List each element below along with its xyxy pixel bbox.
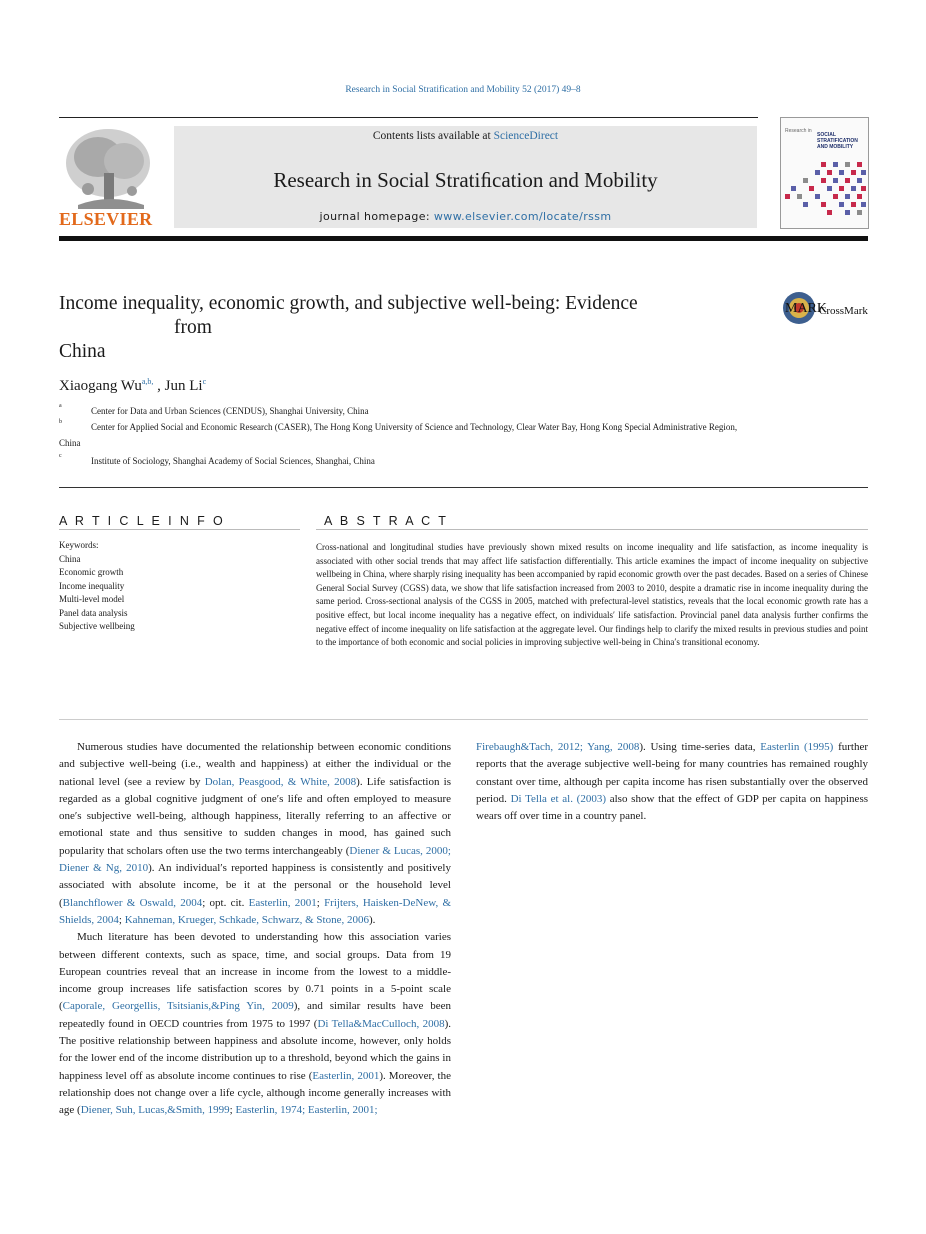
publisher-name: ELSEVIER: [59, 209, 153, 229]
affiliation-mark: b: [59, 419, 62, 425]
journal-reference[interactable]: Research in Social Stratification and Mobility 52 (2017) 49–8: [345, 85, 581, 95]
citation-link[interactable]: Kahneman, Krueger, Schkade, Schwarz, & Stone, 2006: [124, 913, 369, 926]
author-list: [59, 377, 206, 395]
abstract-rule: [316, 529, 868, 530]
body-column-right: [476, 739, 868, 825]
citation-link[interactable]: Frijters, Haisken-DeNew, & Shields, 2004: [59, 896, 452, 926]
citation-link[interactable]: Easterlin, 1974; Easterlin, 2001;: [235, 1104, 378, 1117]
citation-link[interactable]: Di Tella et al. (2003): [510, 792, 607, 805]
keywords-list: [59, 539, 135, 634]
citation-link[interactable]: Blanchflower & Oswald, 2004: [62, 896, 203, 909]
abstract-text: Cross-national and longitudinal studies have previously shown mixed results on income inequality and life satisfaction, as income inequality is associated with other social trends that may affect life satisfaction differentially. This article examines the impact of income inequality on subjective wellbeing in China, where sharply rising inequality has been accompanied by rapid economic growth over the past decades. Based on a series of Chinese General Social Survey (CGSS) data, we show that life satisfaction increased from 2003 to 2010, despite a dramatic rise in income inequality during the same period. Cross-sectional analysis of the CGSS in 2005, matched with prefectural-level statistics, reveals that the local economic growth rate has a positive effect, but local income inequality has a negative effect, on individuals′ life satisfaction. Provincial panel data analysis further confirms the negative effect of income inequality on life satisfaction at the aggregate level. Our findings help to clarify the mixed results in previous studies and point to the importance of both economic and social policies in improving subjective well-being in China′s transitional economy.: [316, 542, 868, 648]
keyword-item: Economic growth: [59, 567, 124, 577]
article-title: [59, 292, 699, 364]
sciencedirect-link[interactable]: ScienceDirect: [493, 130, 559, 142]
affiliation-mark: c: [59, 453, 62, 459]
contents-prefix: Contents lists available at: [372, 130, 494, 142]
citation-link[interactable]: Firebaugh&Tach, 2012; Yang, 2008: [476, 741, 640, 753]
affiliation-text: Institute of Sociology, Shanghai Academy of Social Sciences, Shanghai, China: [91, 456, 375, 466]
keyword-item: Income inequality: [59, 580, 125, 591]
citation-link[interactable]: Diener & Lucas, 2000; Diener & Ng, 2010: [59, 844, 451, 875]
crossmark-badge[interactable]: [781, 290, 871, 326]
title-line-2: from: [174, 317, 212, 338]
keyword-item: Subjective wellbeing: [59, 621, 135, 631]
journal-cover-thumbnail: [780, 117, 869, 229]
journal-header-box: [174, 126, 757, 228]
article-info-heading: A R T I C L E I N F O: [59, 514, 226, 528]
paragraph-2: Much literature has been devoted to understanding how this association varies between different contexts, such as space, time, and social groups. Data from 19 European countries reveal that an increase in income from the lowest to a middle-income group increases life satisfaction scores by 0.71 points in a 5-point scale (Caporale, Georgellis, Tsitsianis,&Ping Yin, 2009), and similar results have been repeatedly found in OECD countries from 1975 to 1997 (Di Tella&MacCulloch, 2008). The positive relationship between happiness and absolute income, however, only holds for the lower end of the income distribution up to a threshold, beyond which the gains in happiness level off as absolute income continues to rise (Easterlin, 2001). Moreover, the relationship does not change over a life cycle, although income generally increases with age (Diener, Suh, Lucas,&Smith, 1999; Easterlin, 1974; Easterlin, 2001;: [59, 931, 452, 1117]
author-1-affiliation[interactable]: a,b,: [141, 377, 154, 386]
affiliation-text: China: [59, 438, 81, 448]
keyword-item: Multi-level model: [59, 594, 125, 604]
citation-link[interactable]: Caporale, Georgellis, Tsitsianis,&Ping Yin, 2009: [62, 1000, 294, 1013]
citation-link[interactable]: Easterlin (1995): [760, 741, 834, 753]
affiliation-text: Center for Data and Urban Sciences (CENDUS), Shanghai University, China: [91, 406, 369, 416]
author-2-affiliation[interactable]: c: [202, 377, 207, 386]
abstract-heading: A B S T R A C T: [324, 514, 449, 528]
affiliation-text: Center for Applied Social and Economic Research (CASER), The Hong Kong University of Science and Technology, Clear Water Bay, Hong Kong Special Administrative Region,: [91, 422, 738, 432]
citation-link[interactable]: Diener, Suh, Lucas,&Smith, 1999: [80, 1104, 230, 1117]
cover-small-text: Research in: [785, 128, 812, 134]
paragraph-2-continued: Firebaugh&Tach, 2012; Yang, 2008). Using time-series data, Easterlin (1995) further reports that the average subjective well-being for many countries has remained roughly constant over time, although per capita income has risen substantially over the observed period. Di Tella et al. (2003) also show that the effect of GDP per capita on happiness wears off over time in a country panel.: [476, 741, 869, 823]
cover-title: SOCIAL STRATIFICATION AND MOBILITY: [817, 132, 858, 150]
homepage-link[interactable]: www.elsevier.com/locate/rssm: [433, 210, 612, 223]
title-line-3: China: [59, 341, 106, 362]
contents-line: [174, 130, 757, 142]
citation-link[interactable]: Di Tella&MacCulloch, 2008: [317, 1017, 445, 1030]
body-column-left: [59, 739, 451, 1120]
header-top-rule: [59, 117, 758, 118]
paragraph-1: Numerous studies have documented the relationship between economic conditions and subjective well-being (i.e., wealth and happiness) at either the individual or the national level (see a review by Dolan, Peasgood, & White, 2008). Life satisfaction is regarded as a global cognitive judgment of one′s life and often employed to measure one′s subjective well-being, although happiness, literally referring to an affective or emotional state and thus sensitive to sudden changes in mood, has gained such popularity that scholars often use the two terms interchangeably (Diener & Lucas, 2000; Diener & Ng, 2010). An individual′s reported happiness is consistently and positively associated with absolute income, be it at the personal or the household level (Blanchflower & Oswald, 2004; opt. cit. Easterlin, 2001; Frijters, Haisken-DeNew, & Shields, 2004; Kahneman, Krueger, Schkade, Schwarz, & Stone, 2006).: [59, 741, 452, 926]
header-thick-rule: [59, 236, 868, 241]
crossmark-label: CrossMark: [819, 305, 868, 317]
author-1[interactable]: Xiaogang Wu: [59, 378, 142, 394]
keyword-item: Panel data analysis: [59, 607, 128, 618]
citation-link[interactable]: Dolan, Peasgood, & White, 2008: [204, 775, 357, 788]
author-separator[interactable]: , Jun Li: [153, 378, 203, 394]
homepage-line: [174, 210, 757, 223]
article-info-rule: [59, 529, 300, 530]
affiliation-mark: a: [59, 403, 62, 409]
keywords-label: Keywords:: [59, 540, 99, 550]
homepage-prefix: journal homepage:: [319, 210, 434, 223]
title-line-1: Income inequality, economic growth, and subjective well-being: Evidence: [59, 293, 638, 314]
body-rule: [59, 719, 868, 720]
crossmark-text: MARK: [785, 301, 828, 316]
citation-link[interactable]: Easterlin, 2001: [312, 1069, 380, 1082]
journal-title: Research in Social Stratiﬁcation and Mobility: [273, 168, 658, 192]
keyword-item: China: [59, 553, 81, 564]
citation-link[interactable]: Easterlin, 2001: [248, 896, 317, 909]
section-rule: [59, 487, 868, 488]
